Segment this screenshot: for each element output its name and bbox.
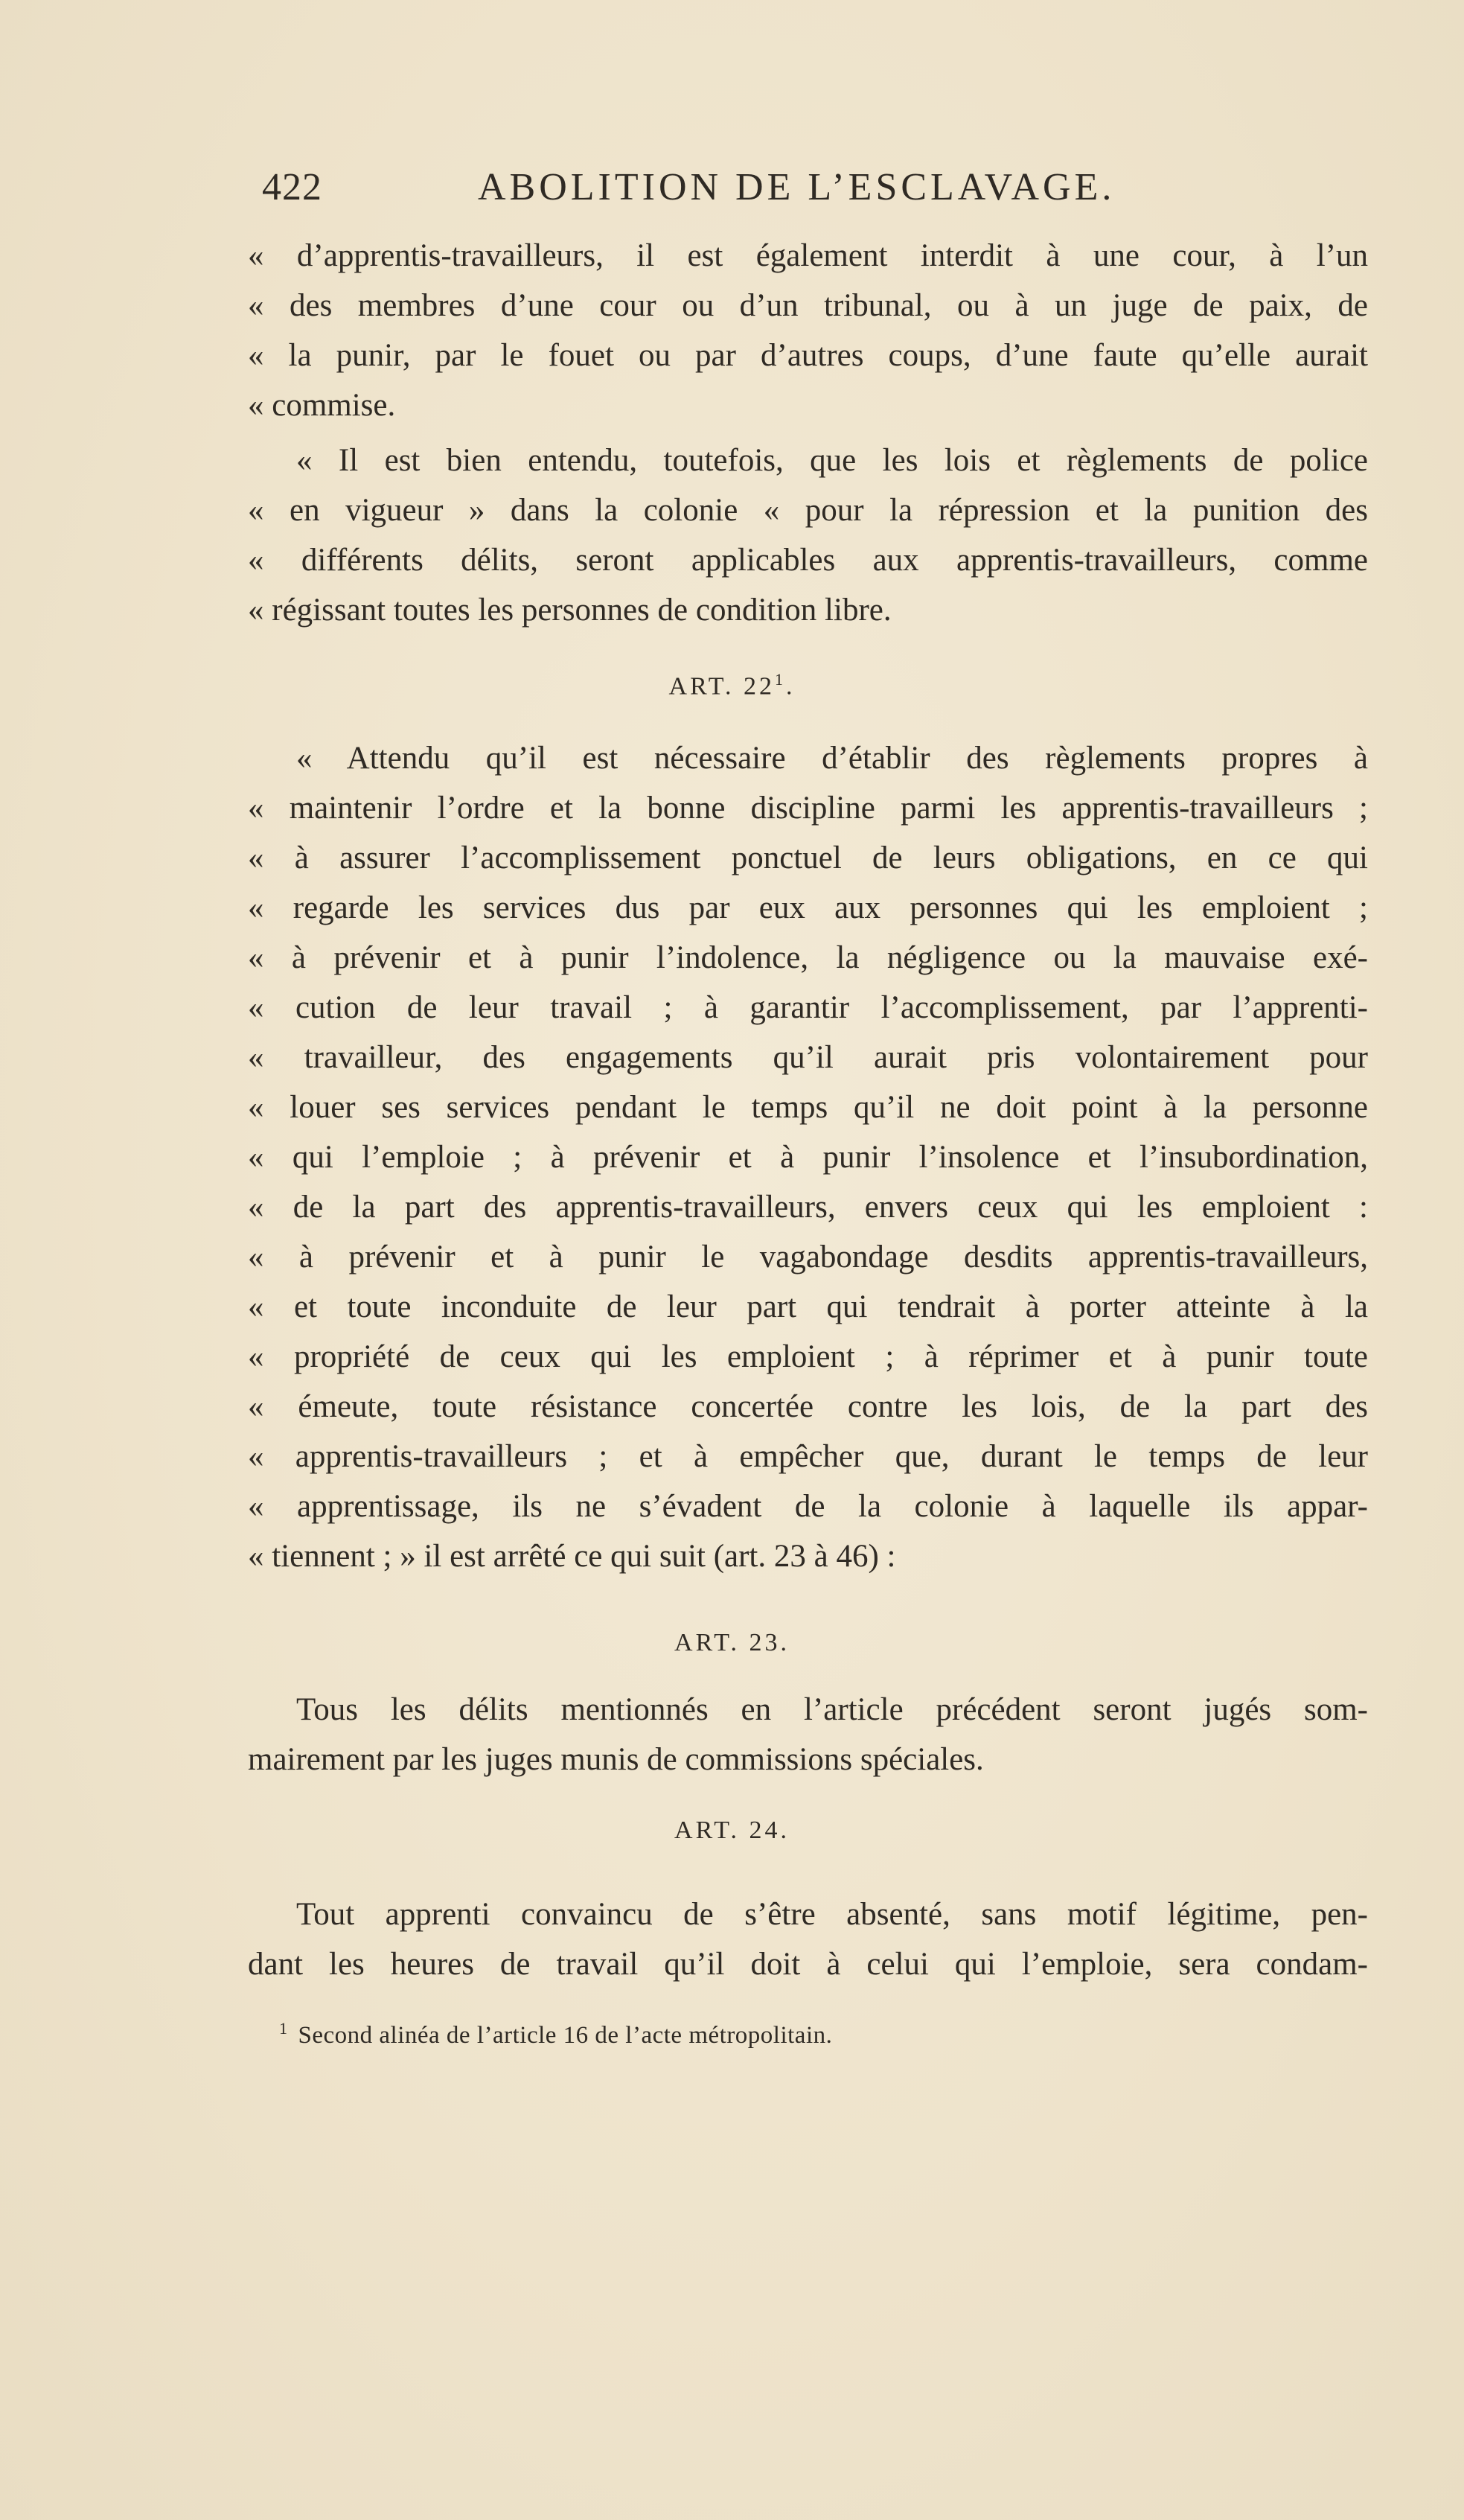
article-23-heading xyxy=(0,1629,1464,1657)
text-line: « à prévenir et à punir le vagabondage desdits apprentis-travailleurs, xyxy=(248,1240,1368,1275)
text-line: « d’apprentis-travailleurs, il est également interdit à une cour, à l’un xyxy=(248,238,1368,273)
text-line: « Il est bien entendu, toutefois, que les lois et règlements de police xyxy=(296,443,1368,478)
paragraph-article-22 xyxy=(248,733,1368,1581)
paragraph-article-23 xyxy=(248,1685,1368,1784)
text-line: « des membres d’une cour ou d’un tribunal, ou à un juge de paix, de xyxy=(248,288,1368,323)
text-line: « travailleur, des engagements qu’il aurait pris volontairement pour xyxy=(248,1040,1368,1075)
text-line: « de la part des apprentis-travailleurs, envers ceux qui les emploient : xyxy=(248,1190,1368,1225)
text-line: « commise. xyxy=(248,388,396,423)
text-line: Tous les délits mentionnés en l’article précédent seront jugés som- xyxy=(296,1692,1368,1727)
text-line: « cution de leur travail ; à garantir l’accomplissement, par l’apprenti- xyxy=(248,990,1368,1025)
paragraph-article-24 xyxy=(248,1889,1368,1989)
page-header xyxy=(262,165,1222,217)
text-line: « apprentissage, ils ne s’évadent de la colonie à laquelle ils appar- xyxy=(248,1489,1368,1524)
paragraph-continuation xyxy=(248,231,1368,430)
text-line: « Attendu qu’il est nécessaire d’établir des règlements propres à xyxy=(296,741,1368,776)
article-24-heading xyxy=(0,1816,1464,1845)
text-line: dant les heures de travail qu’il doit à celui qui l’emploie, sera condam- xyxy=(248,1947,1368,1982)
footnote xyxy=(279,2019,832,2050)
footnote-ref: 1 xyxy=(774,670,786,689)
running-title: ABOLITION DE L’ESCLAVAGE. xyxy=(478,166,1116,208)
text-line: « propriété de ceux qui les emploient ; à réprimer et à punir toute xyxy=(248,1339,1368,1374)
footnote-number: 1 xyxy=(279,2019,288,2038)
text-line: « tiennent ; » il est arrêté ce qui suit (art. 23 à 46) : xyxy=(248,1539,896,1574)
text-line: « à assurer l’accomplissement ponctuel de leurs obligations, en ce qui xyxy=(248,840,1368,875)
text-line: « maintenir l’ordre et la bonne discipline parmi les apprentis-travailleurs ; xyxy=(248,791,1368,826)
text-line: « à prévenir et à punir l’indolence, la négligence ou la mauvaise exé- xyxy=(248,940,1368,975)
text-line: « regarde les services dus par eux aux personnes qui les emploient ; xyxy=(248,890,1368,925)
text-line: « en vigueur » dans la colonie « pour la répression et la punition des xyxy=(248,493,1368,528)
text-line: « régissant toutes les personnes de condition libre. xyxy=(248,593,892,628)
text-line: « apprentis-travailleurs ; et à empêcher que, durant le temps de leur xyxy=(248,1439,1368,1474)
text-line: Tout apprenti convaincu de s’être absenté, sans motif légitime, pen- xyxy=(296,1897,1368,1932)
text-line: « différents délits, seront applicables aux apprentis-travailleurs, comme xyxy=(248,543,1368,578)
article-22-heading xyxy=(0,670,1464,701)
text-line: « et toute inconduite de leur part qui tendrait à porter atteinte à la xyxy=(248,1289,1368,1324)
text-line: mairement par les juges munis de commissions spéciales. xyxy=(248,1742,984,1777)
text-line: « qui l’emploie ; à prévenir et à punir l’insolence et l’insubordination, xyxy=(248,1140,1368,1175)
footnote-text: Second alinéa de l’article 16 de l’acte métropolitain. xyxy=(298,2022,833,2049)
article-suffix: . xyxy=(785,672,796,701)
article-label: ART. 23. xyxy=(674,1629,790,1656)
text-line: « émeute, toute résistance concertée contre les lois, de la part des xyxy=(248,1389,1368,1424)
paragraph-police-laws xyxy=(248,436,1368,635)
text-line: « la punir, par le fouet ou par d’autres coups, d’une faute qu’elle aurait xyxy=(248,338,1368,373)
page-number: 422 xyxy=(262,166,322,208)
text-line: « louer ses services pendant le temps qu’il ne doit point à la personne xyxy=(248,1090,1368,1125)
article-label: ART. 22 xyxy=(668,672,775,701)
article-label: ART. 24. xyxy=(674,1816,790,1844)
